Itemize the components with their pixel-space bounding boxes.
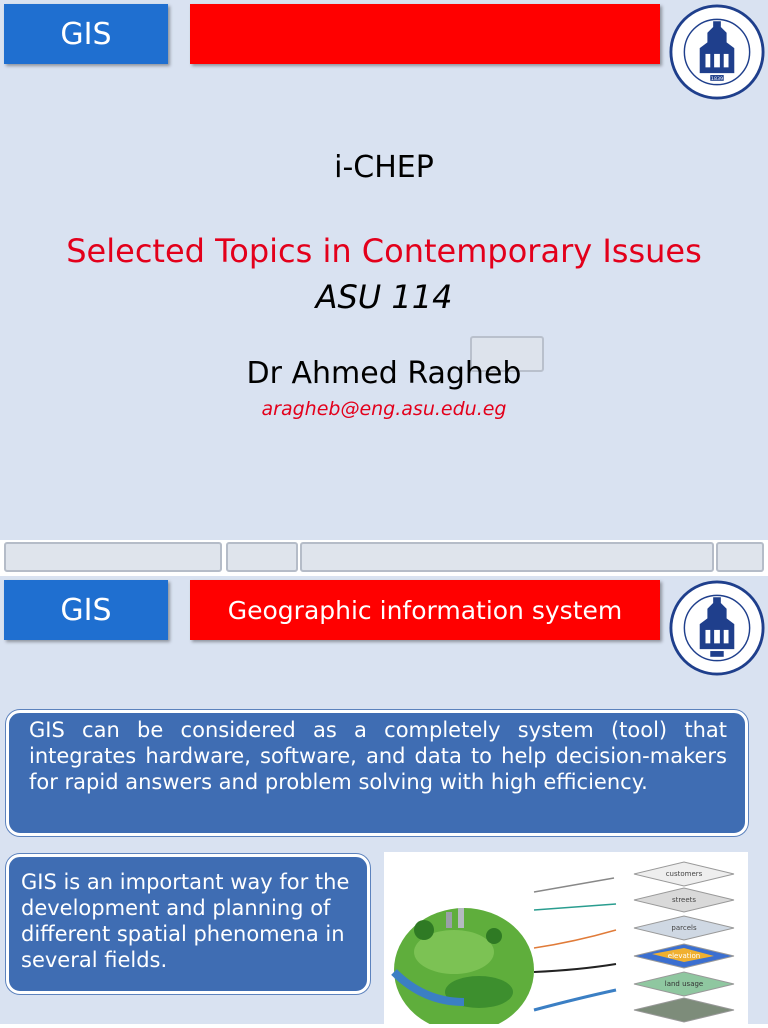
logo-year: 1839 (710, 76, 724, 82)
program-name: i-CHEP (334, 150, 434, 185)
slide-header: Geographic information system (227, 595, 623, 625)
svg-text:land usage: land usage (664, 980, 704, 988)
separator-segment (300, 542, 714, 572)
separator-segment (4, 542, 222, 572)
header-red-bar (190, 580, 660, 640)
definition-text: GIS can be considered as a completely system (tool) that integrates hardware, software, and data to help decision-makers for rapid answers and problem solving with high efficiency. (29, 718, 727, 794)
separator-segment (226, 542, 298, 572)
gis-layers-graphic (384, 852, 748, 1024)
university-logo (669, 4, 765, 100)
course-title: Selected Topics in Contemporary Issues (66, 232, 702, 270)
lecturer-name: Dr Ahmed Ragheb (246, 356, 522, 391)
title-red-bar (190, 4, 660, 64)
gis-tab: GIS (4, 580, 168, 640)
importance-box (6, 854, 370, 994)
gis-layers-illustration (384, 852, 748, 1024)
svg-text:elevation: elevation (667, 952, 701, 960)
svg-text:customers: customers (665, 870, 703, 878)
gis-tab: GIS (4, 4, 168, 64)
course-number: ASU 114 (315, 278, 453, 316)
svg-text:parcels: parcels (671, 924, 697, 932)
university-logo (669, 580, 765, 676)
importance-text: GIS is an important way for the development and planning of different spatial phenomena in several fields. (21, 870, 350, 972)
definition-box (6, 710, 748, 836)
svg-text:streets: streets (671, 896, 697, 904)
separator-segment (716, 542, 764, 572)
lecturer-email[interactable]: aragheb@eng.asu.edu.eg (261, 398, 507, 420)
